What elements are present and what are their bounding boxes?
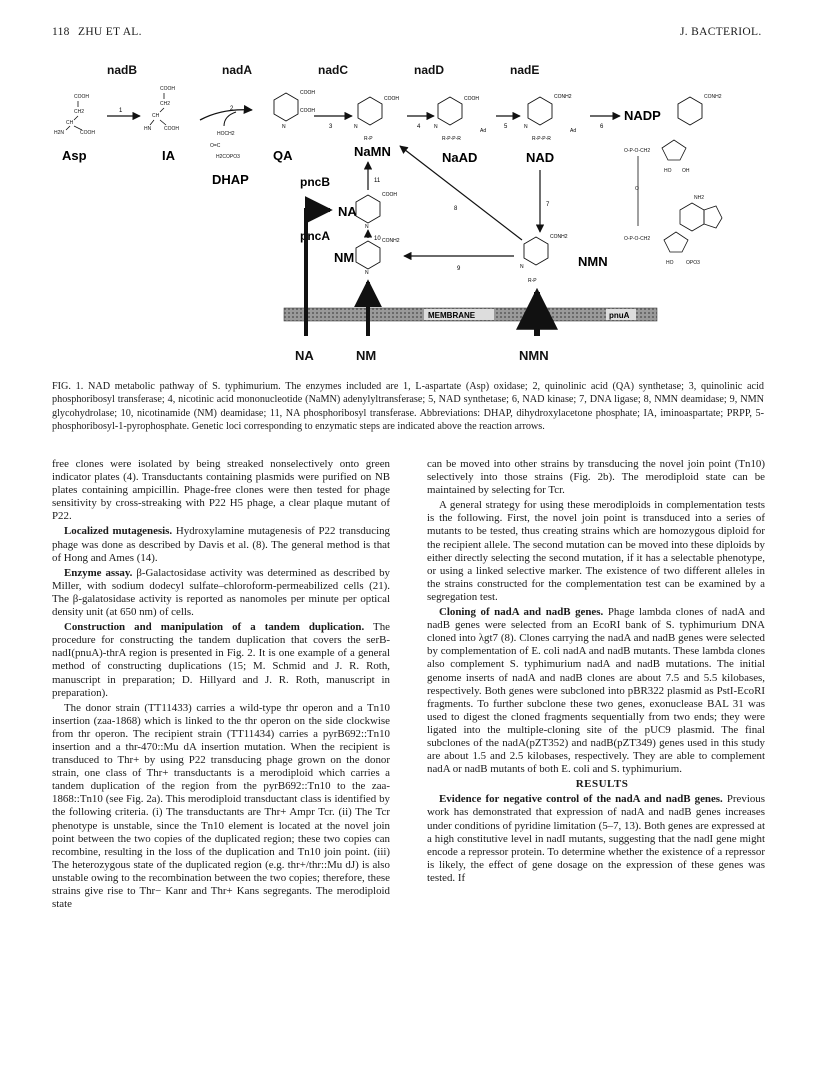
step-2: 2: [230, 106, 234, 112]
svg-text:H2N: H2N: [54, 130, 65, 136]
svg-text:CONH2: CONH2: [554, 94, 572, 100]
compound-asp: Asp: [62, 148, 87, 163]
svg-text:N: N: [365, 270, 369, 276]
paragraph: Cloning of nadA and nadB genes. Phage lambda clones of nadA and nadB genes were selected from an EcoRI bank of S. typhimurium DNA cloned into λgt7 (8). Clones carrying the nadA and nadB genes were selected by complementation of E. coli nadA and nadB mutants. These lambda clones also complement S. typhimurium nadA and nadB mutations. The initial genome inserts of nadA and nadB clones are about 7.5 and 5.5 kilobases, respectively. Both genes were subcloned into pBR322 plasmid as PstI-EcoRI fragments. To further subclone these two genes, exonuclease BAL 31 was used to digest the cloned fragments sequentially from two ends; they were ligated into the multiple-cloning site of the pUC9 plasmid. The final subclones of the nadA(pZT352) and nadB(pZT349) genes used in this study are about 1.5 and 2.5 kilobases, respectively. They are able to complement nadA or nadB mutants of both E. coli and S. typhimurium.: [427, 606, 765, 776]
ia-structure: [144, 86, 179, 132]
nmn-structure: [520, 234, 568, 284]
step-6: 6: [600, 124, 604, 130]
gene-pncB: pncB: [300, 175, 330, 189]
compound-nmn: NMN: [578, 254, 608, 269]
na-structure: [356, 192, 397, 230]
step-11: 11: [374, 178, 381, 184]
svg-text:NH2: NH2: [694, 195, 705, 201]
svg-text:N: N: [520, 264, 524, 270]
svg-text:COOH: COOH: [300, 108, 315, 114]
svg-text:O=C: O=C: [210, 143, 221, 149]
svg-text:N: N: [354, 124, 358, 130]
svg-text:Ad: Ad: [570, 128, 577, 134]
pnua-label: pnuA: [609, 311, 630, 320]
qa-structure: [274, 90, 315, 130]
paragraph: Construction and manipulation of a tandem duplication. The procedure for constructing the tandem duplication that covers the serB-nadI(pnuA)-thrA region is presented in Fig. 2. It is one example of a general method of constructing duplications (15; M. Schmid and J. R. Roth, manuscript in preparation; D. Hillyard and J. R. Roth, manuscript in preparation).: [52, 621, 390, 699]
naad-structure: [434, 96, 486, 142]
namn-structure: [354, 96, 399, 142]
nad-pathway-figure: [52, 60, 767, 375]
membrane-label: MEMBRANE: [428, 311, 476, 320]
label-na-external: NA: [295, 348, 314, 363]
svg-text:COOH: COOH: [74, 94, 89, 100]
svg-text:O: O: [635, 186, 639, 192]
svg-text:COOH: COOH: [382, 192, 397, 198]
svg-text:N: N: [434, 124, 438, 130]
page-number: 118: [52, 26, 70, 38]
svg-text:Ad: Ad: [480, 128, 487, 134]
svg-text:COOH: COOH: [464, 96, 479, 102]
asp-structure: [54, 94, 95, 136]
paragraph: free clones were isolated by being streaked nonselectively onto green indicator plates (4). Transductants containing plasmids were purified on NB plates containing ampicillin. Phage-free clones were then tested for phage sensitivity by cross-streaking with P22 H5 phage, a clear plaque mutant of P22.: [52, 458, 390, 523]
svg-text:HO: HO: [664, 168, 672, 174]
svg-text:CH2: CH2: [160, 101, 171, 107]
gene-pncA: pncA: [300, 229, 330, 243]
gene-nadC: nadC: [318, 63, 348, 77]
caption-text: NAD metabolic pathway of S. typhimurium. The enzymes included are 1, L-aspartate (Asp) oxidase; 2, quinolinic acid (QA) synthetase; 3, quinolinic acid phosphoribosyl transferase; 4, nicotinic acid mononucleotide (NaMN) adenylyltransferase; 5, NAD synthetase; 6, NAD kinase; 7, DNA ligase; 8, NMN deamidase; 9, NMN glycohydrolase; 10, nicotinamide (NM) deamidase; 11, NA phosphoribosyl transferase. Abbreviations: DHAP, dihydroxylacetone phosphate; IA, iminoaspartate; PRPP, 5-phosphoribosyl-1-pyrophosphate. Genetic loci corresponding to enzymatic steps are indicated above the reaction arrows.: [52, 381, 764, 433]
run-in-heading: Cloning of nadA and nadB genes.: [439, 606, 604, 619]
svg-text:N: N: [282, 124, 286, 130]
svg-text:HOCH2: HOCH2: [217, 131, 235, 137]
svg-text:N: N: [524, 124, 528, 130]
compound-nad: NAD: [526, 150, 555, 165]
svg-text:H2COPO3: H2COPO3: [216, 154, 240, 160]
run-in-heading: Localized mutagenesis.: [64, 525, 173, 538]
label-nmn-external: NMN: [519, 348, 549, 363]
compound-ia: IA: [162, 148, 175, 163]
svg-text:CH2: CH2: [74, 109, 85, 115]
section-heading-results: RESULTS: [575, 778, 629, 791]
svg-text:HN: HN: [144, 126, 152, 132]
right-column: [427, 458, 765, 887]
svg-text:OH: OH: [682, 168, 690, 174]
svg-text:CH: CH: [66, 120, 74, 126]
running-head-authors: ZHU ET AL.: [78, 26, 142, 38]
nad-structure: [524, 94, 576, 142]
left-column: [52, 458, 390, 913]
step-8: 8: [454, 206, 458, 212]
svg-text:R-P: R-P: [364, 136, 373, 142]
figure-caption: [52, 380, 764, 434]
step-7: 7: [546, 202, 550, 208]
step-4: 4: [417, 124, 421, 130]
gene-nadD: nadD: [414, 63, 444, 77]
compound-nm: NM: [334, 250, 355, 265]
svg-text:COOH: COOH: [160, 86, 175, 92]
running-head-journal: J. BACTERIOL.: [680, 26, 762, 38]
compound-namn: NaMN: [354, 144, 391, 159]
svg-text:CH: CH: [152, 113, 160, 119]
nm-structure: [356, 238, 400, 276]
gene-nadE: nadE: [510, 63, 540, 77]
gene-nadB: nadB: [107, 63, 137, 77]
svg-text:OPO3: OPO3: [686, 260, 700, 266]
svg-text:CONH2: CONH2: [550, 234, 568, 240]
step-10: 10: [374, 236, 381, 242]
step-5: 5: [504, 124, 508, 130]
svg-text:R-P-P-R: R-P-P-R: [442, 136, 461, 142]
paragraph: can be moved into other strains by transducing the novel join point (Tn10) selectively into those strains (Fig. 2b). The merodiploid state can be maintained by selecting for Tcr.: [427, 458, 765, 497]
run-in-heading: Enzyme assay.: [64, 566, 133, 579]
svg-text:O-P-O-CH2: O-P-O-CH2: [624, 148, 651, 154]
svg-text:COOH: COOH: [300, 90, 315, 96]
svg-text:COOH: COOH: [384, 96, 399, 102]
step-9: 9: [457, 266, 461, 272]
step-1: 1: [119, 108, 123, 114]
compound-nadp: NADP: [624, 108, 661, 123]
paragraph: Localized mutagenesis. Hydroxylamine mutagenesis of P22 transducing phage was done as described by Davis et al. (8). The general method is that of Hong and Ames (14).: [52, 525, 390, 564]
svg-text:CONH2: CONH2: [382, 238, 400, 244]
run-in-heading: Evidence for negative control of the nadA and nadB genes.: [439, 793, 723, 806]
paragraph: Evidence for negative control of the nadA and nadB genes. Previous work has demonstrated that expression of nadA and nadB genes increases under conditions of pyridine limitation (5–7, 13). Both genes are expressed at a high constitutive level in nadI mutants, suggesting that the nadI gene might encode a repressor protein. To determine whether the existence of a repressor is likely, the effect of gene dosage on the expression of these genes was tested. If: [427, 793, 765, 884]
paragraph: The donor strain (TT11433) carries a wild-type thr operon and a Tn10 insertion (zaa-1868) which is linked to the thr operon on the side clockwise from thr operon. The recipient strain (TT11434) carries a pyrB692::Tn10 insertion and a thr-470::Mu dA insertion mutation. When the recipient is transduced to Thr+ by using P22 transducing phage grown on the donor strain, one class of Thr+ transductants is a merodiploid which carries a tandem duplication of the region from the pyrB692::Tn10 to the zaa-1868::Tn10 (see Fig. 2a). This merodiploid transductant class is identified by the following criteria. (i) The transductants are Thr+ Ampr Tcr. (ii) The Tcr phenotype is unstable, since the Tn10 element is located at the novel join point between the two copies of the duplicated region; these two copies can recombine, resulting in the loss of the duplication and Tn10 join point. (iii) The heterozygous state of the duplicated region (e.g. thr+/thr::Mu dJ) is also unstable owing to the recombination between the two copies; therefore, these strains give rise to Thr− Kanr and Thr+ Kans segregants. The merodiploid state: [52, 701, 390, 911]
svg-text:N: N: [365, 224, 369, 230]
svg-text:R-P: R-P: [528, 278, 537, 284]
compound-na: NA: [338, 204, 357, 219]
compound-qa: QA: [273, 148, 293, 163]
compound-naad: NaAD: [442, 150, 478, 165]
svg-text:CONH2: CONH2: [704, 94, 722, 100]
svg-text:O-P-O-CH2: O-P-O-CH2: [624, 236, 651, 242]
svg-text:COOH: COOH: [80, 130, 95, 136]
caption-label: FIG. 1.: [52, 381, 84, 392]
step-3: 3: [329, 124, 333, 130]
dhap-structure: [210, 131, 240, 160]
paragraph: A general strategy for using these merodiploids in complementation tests is the following. First, the novel join point is transduced into a series of mutants to be tested, thus creating strains which are homozygous diploid for the recipient allele. The second mutation can be moved into these diploids by either directly selecting the second mutation, if it has a selectable phenotype, or using a linked selective marker. The existence of two different alleles in the strains constructed for the complementation test can be examined by a segregation test.: [427, 499, 765, 603]
svg-text:COOH: COOH: [164, 126, 179, 132]
run-in-heading: Construction and manipulation of a tandem duplication.: [64, 621, 365, 634]
label-nm-external: NM: [356, 348, 377, 363]
compound-dhap: DHAP: [212, 172, 249, 187]
svg-text:HO: HO: [666, 260, 674, 266]
svg-text:R-P-P-R: R-P-P-R: [532, 136, 551, 142]
paragraph: Enzyme assay. β-Galactosidase activity was determined as described by Miller, with sodium dodecyl sulfate–chloroform-permeabilized cells (21). The β-galatosidase activity is reported as nanomoles per minute per optical density unit (at 650 nm) of cells.: [52, 566, 390, 619]
gene-nadA: nadA: [222, 63, 252, 77]
